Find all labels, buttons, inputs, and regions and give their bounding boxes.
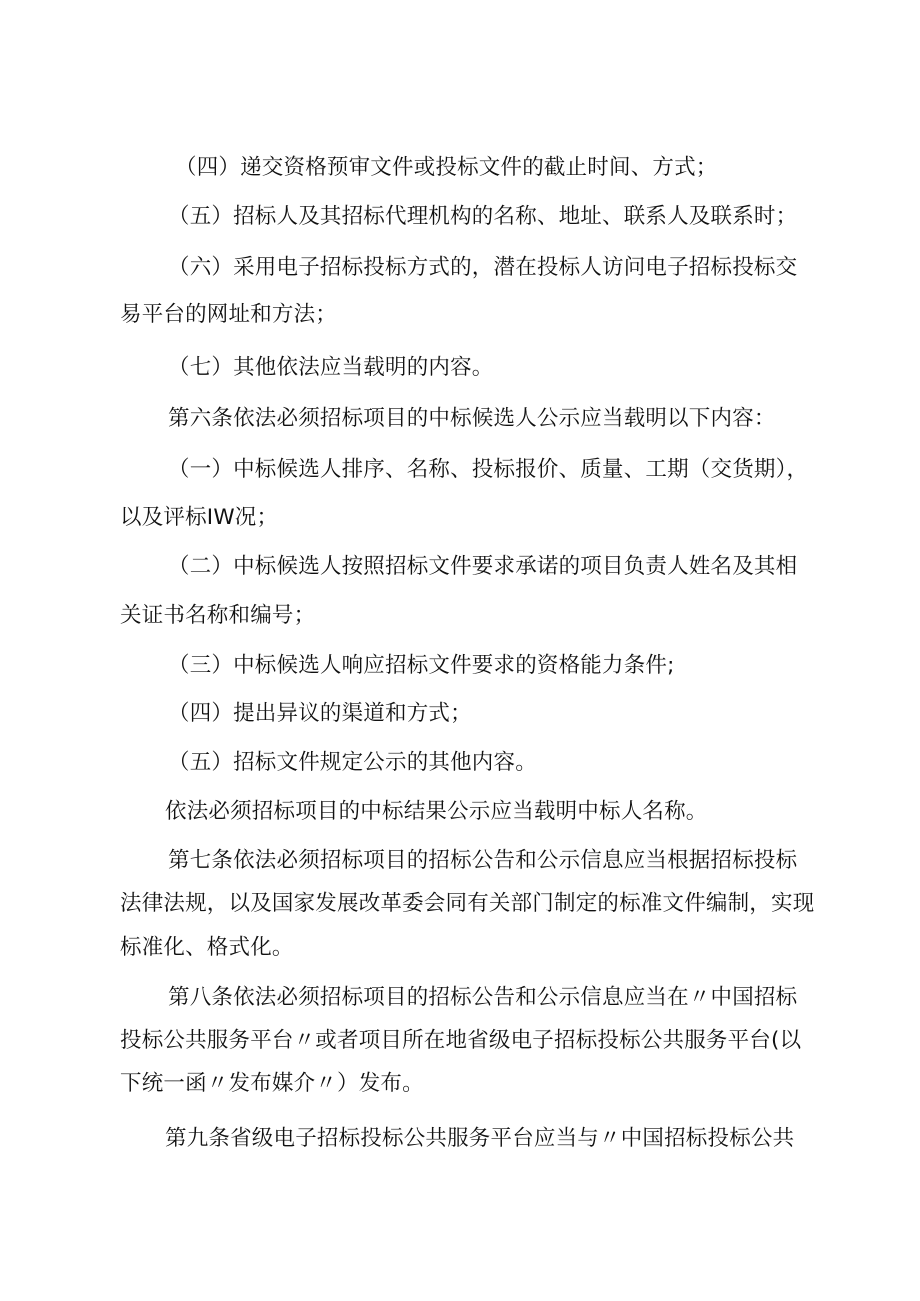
article-line: 第六条依法必须招标项目的中标候选人公示应当载明以下内容： [168,406,776,431]
text-line: 关证书名称和编号； [120,603,316,628]
text-line: 以及评标IW况； [120,505,279,530]
text-line: （五）招标人及其招标代理机构的名称、地址、联系人及联系时； [168,204,798,229]
text-line: （四）递交资格预审文件或投标文件的截止时间、方式； [175,155,718,180]
text-line: 标准化、格式化。 [120,935,294,960]
text-line: （六）采用电子招标投标方式的，潜在投标人访问电子招标投标交 [168,255,798,280]
text-line: （二）中标候选人按照招标文件要求承诺的项目负责人姓名及其相 [168,554,798,579]
text-line: 易平台的网址和方法； [120,302,338,327]
text-line: （四）提出异议的渠道和方式； [168,701,472,726]
text-line: 下统一函〃发布媒介〃）发布。 [120,1071,424,1096]
article-line: 第八条依法必须招标项目的招标公告和公示信息应当在〃中国招标 [168,985,798,1010]
article-line: 第九条省级电子招标投标公共服务平台应当与〃中国招标投标公共 [165,1126,795,1151]
text-line: （七）其他依法应当载明的内容。 [168,355,494,380]
text-line: （三）中标候选人响应招标文件要求的资格能力条件; [168,653,675,678]
article-line: 第七条依法必须招标项目的招标公告和公示信息应当根据招标投标 [168,848,798,873]
text-line: 依法必须招标项目的中标结果公示应当载明中标人名称。 [165,799,708,824]
text-line: （五）招标文件规定公示的其他内容。 [168,750,537,775]
text-line: 投标公共服务平台〃或者项目所在地省级电子招标投标公共服务平台(以 [120,1028,802,1053]
text-line: 法律法规，以及国家发展改革委会同有关部门制定的标准文件编制，实现 [120,891,815,916]
text-line: （一）中标候选人排序、名称、投标报价、质量、工期（交货期）， [168,457,809,482]
